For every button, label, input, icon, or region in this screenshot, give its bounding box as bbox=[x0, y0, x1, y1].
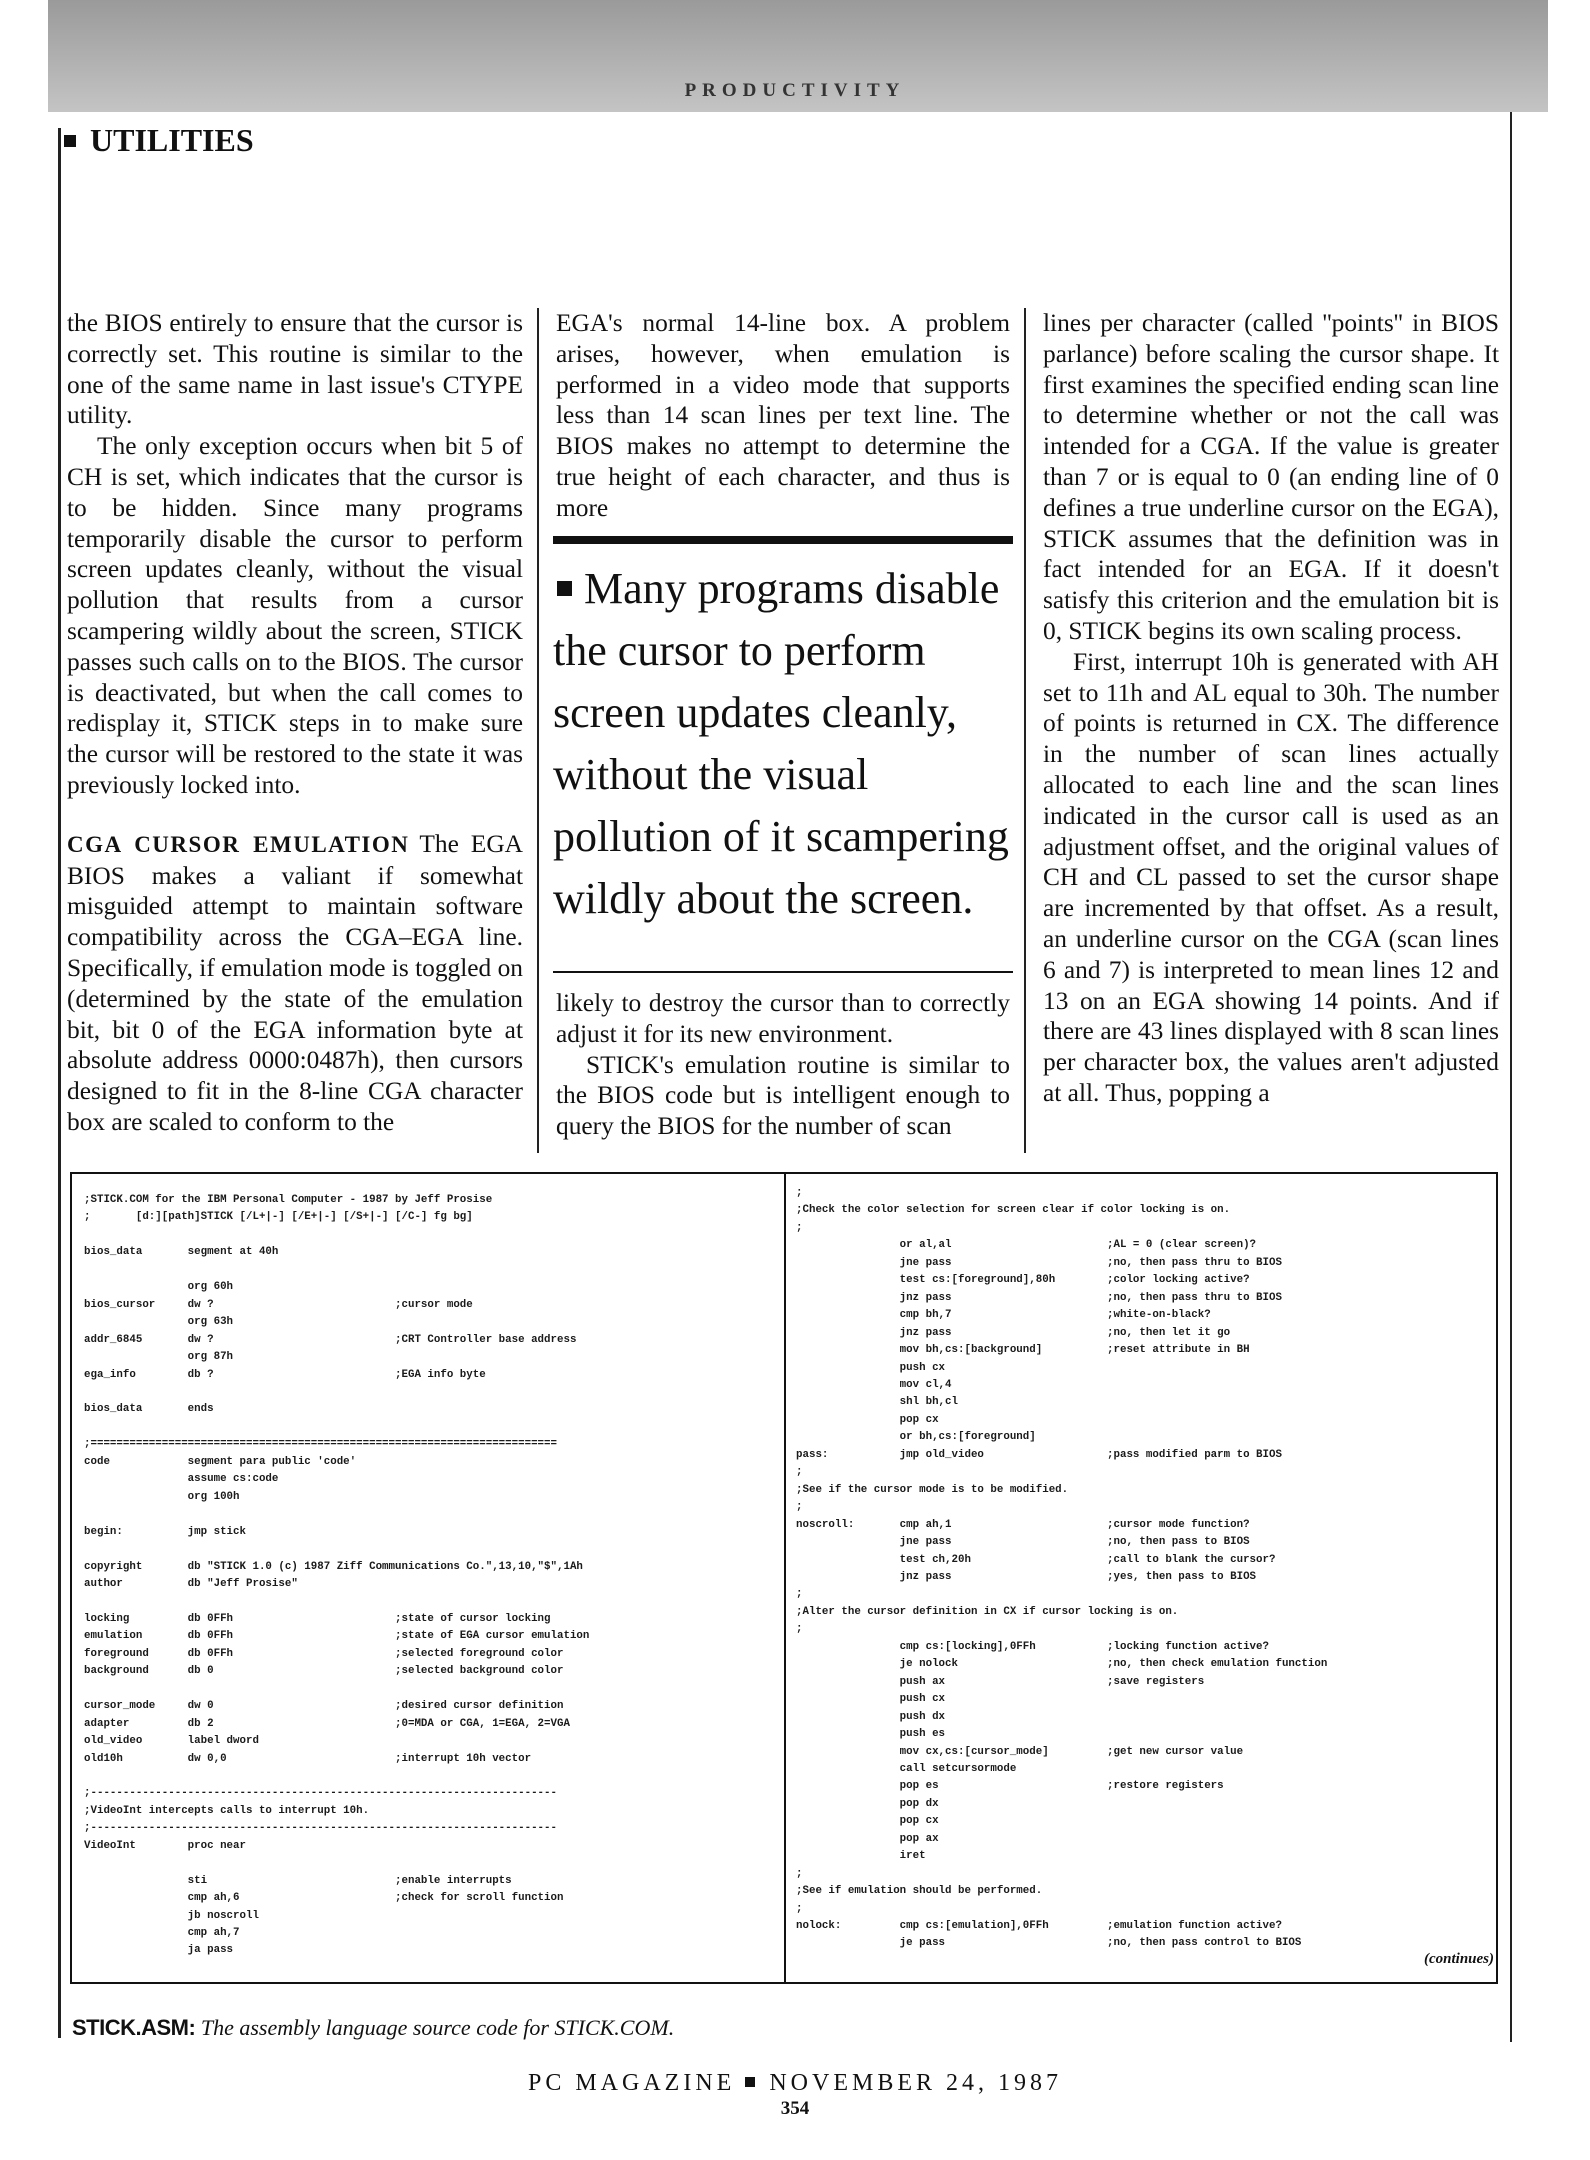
bullet-square-icon bbox=[745, 2077, 755, 2087]
code-listing-right: ; ;Check the color selection for screen clear if color locking is on. ; or al,al ;AL = 0 (clear screen)? jne pass ;no, then pass thru to BIOS test cs:[foreground],80h ;color locking active? jnz pass ;no, then pass thru to BIOS cmp bh,7 ;white-on-black? jnz pass ;no, then let it go mov bh,cs:[background] ;reset attribute in BH push cx mov cl,4 shl bh,cl pop cx or bh,cs:[foreground] pass: jmp old_video ;pass modified parm to BIOS ; ;See if the cursor mode is to be modified. ; noscroll: cmp ah,1 ;cursor mode function? jne pass ;no, then pass to BIOS test ch,20h ;call to blank the cursor? jnz pass ;yes, then pass to BIOS ; ;Alter the cursor definition in CX if cursor locking is on. ; cmp cs:[locking],0FFh ;locking function active? je nolock ;no, then check emulation function push ax ;save registers push cx push dx push es mov cx,cs:[cursor_mode] ;get new cursor value call setcursormode pop es ;restore registers pop dx pop cx pop ax iret ; ;See if emulation should be performed. ; nolock: cmp cs:[emulation],0FFh ;emulation function active? je pass ;no, then pass control to BIOS bbox=[796, 1187, 1328, 1950]
paragraph: the BIOS entirely to ensure that the cursor is correctly set. This routine is similar to the one of the same name in last issue's CTYPE utility. bbox=[67, 309, 523, 430]
issue-date: NOVEMBER 24, 1987 bbox=[769, 2070, 1062, 2096]
code-listing-divider bbox=[784, 1174, 786, 1982]
page-footer bbox=[0, 2070, 1590, 2097]
paragraph bbox=[67, 829, 523, 1138]
paragraph: First, interrupt 10h is generated with AH set to 11h and AL equal to 30h. The number of points is returned in CX. The difference in the number of scan lines actually allocated to each line and the scan lines indicated in the cursor call is used as an adjustment offset, and the original values of CH and CL passed to set the cursor shape are incremented by that offset. As a result, an underline cursor on the CGA (scan lines 6 and 7) is interpreted to mean lines 12 and 13 on an EGA showing 14 points. And if there are 43 lines displayed with 8 scan lines per character box, the values aren't adjusted at all. Thus, popping a bbox=[1043, 647, 1499, 1107]
bullet-square-icon bbox=[557, 581, 572, 596]
paragraph: lines per character (called ''points'' in BIOS parlance) before scaling the cursor shape. It first examines the specified ending scan line to determine whether or not the call was intended for a CGA. If the value is greater than 7 or is equal to 0 (an ending line of 0 defines a true underline cursor on the EGA), STICK assumes that the definition was in fact intended for an EGA. If it doesn't satisfy this criterion and the emulation bit is 0, STICK begins its own scaling process. bbox=[1043, 309, 1499, 645]
bullet-square-icon bbox=[64, 135, 76, 147]
department-title: UTILITIES bbox=[90, 122, 254, 158]
right-rule bbox=[1510, 112, 1512, 2042]
pullquote-bottom-rule bbox=[553, 971, 1013, 973]
continues-note: (continues) bbox=[1423, 1951, 1494, 1967]
paragraph: The only exception occurs when bit 5 of CH is set, which indicates that the cursor is to be hidden. Since many programs temporarily disable the cursor to perform screen updates cleanly, without the visual pollution that results from a cursor scampering wildly about the screen, STICK passes such calls on to the BIOS. The cursor is deactivated, but when the call comes to redisplay it, STICK steps in to make sure the cursor will be restored to the state it was previously locked into. bbox=[67, 432, 523, 799]
code-listing-left: ;STICK.COM for the IBM Personal Computer - 1987 by Jeff Prosise ; [d:][path]STICK [/L+|-] [/E+|-] [/S+|-] [/C-] fg bg] bios_data segment at 40h org 60h bios_cursor dw ? ;cursor mode org 63h addr_6845 dw ? ;CRT Controller base address org 87h ega_info db ? ;EGA info byte bios_data ends ;======================================================================== code segment para public 'code' assume cs:code org 100h begin: jmp stick copyright db "STICK 1.0 (c) 1987 Ziff Communications Co.",13,10,"$",1Ah author db "Jeff Prosise" locking db 0FFh ;state of cursor locking emulation db 0FFh ;state of EGA cursor emulation foreground db 0FFh ;selected foreground color background db 0 ;selected background color cursor_mode dw 0 ;desired cursor definition adapter db 2 ;0=MDA or CGA, 1=EGA, 2=VGA old_video label dword old10h dw 0,0 ;interrupt 10h vector ;------------------------------------------------------------------------ ;VideoInt intercepts calls to interrupt 10h. ;------------------------------------------------------------------------ VideoInt proc near sti ;enable interrupts cmp ah,6 ;check for scroll function jb noscroll cmp ah,7 ja pass bbox=[84, 1194, 590, 1957]
paragraph-text: The EGA BIOS makes a valiant if somewhat misguided attempt to maintain software compatibility across the CGA–EGA line. Specifically, if emulation mode is toggled on (determined by the state of the emulation bit, bit 0 of the EGA information byte at absolute address 0000:0487h), then cursors designed to fit in the 8-line CGA character box are scaled to conform to the bbox=[67, 829, 523, 1136]
article-column-3 bbox=[1043, 308, 1499, 1109]
paragraph: EGA's normal 14-line box. A problem arises, however, when emulation is performed in a video mode that supports less than 14 scan lines per text line. The BIOS makes no attempt to determine the true height of each character, and thus is more bbox=[556, 309, 1010, 522]
pullquote-text: Many programs disable the cursor to perform screen updates cleanly, without the visual pollution of it scampering wildly about the screen. bbox=[553, 564, 1009, 923]
paragraph: likely to destroy the cursor than to correctly adjust it for its new environment. bbox=[556, 989, 1010, 1048]
article-column-2 bbox=[556, 308, 1010, 524]
pullquote-top-rule bbox=[553, 536, 1013, 544]
article-column-2-continued bbox=[556, 988, 1010, 1142]
column-rule bbox=[537, 308, 539, 1153]
pullquote bbox=[553, 558, 1013, 930]
subheading: CGA CURSOR EMULATION bbox=[67, 831, 410, 857]
column-rule bbox=[1024, 308, 1026, 1153]
magazine-name: PC MAGAZINE bbox=[527, 2070, 736, 2096]
caption-title: STICK.ASM: bbox=[72, 2015, 196, 2040]
figure-caption bbox=[72, 2015, 674, 2041]
page-number: 354 bbox=[780, 2098, 810, 2119]
caption-text: The assembly language source code for STICK.COM. bbox=[200, 2015, 675, 2040]
article-column-1 bbox=[67, 308, 523, 1138]
left-rule bbox=[58, 128, 61, 2038]
paragraph: STICK's emulation routine is similar to the BIOS code but is intelligent enough to query the BIOS for the number of scan bbox=[556, 1050, 1010, 1141]
department-heading bbox=[62, 122, 254, 159]
section-label: PRODUCTIVITY bbox=[684, 80, 906, 101]
